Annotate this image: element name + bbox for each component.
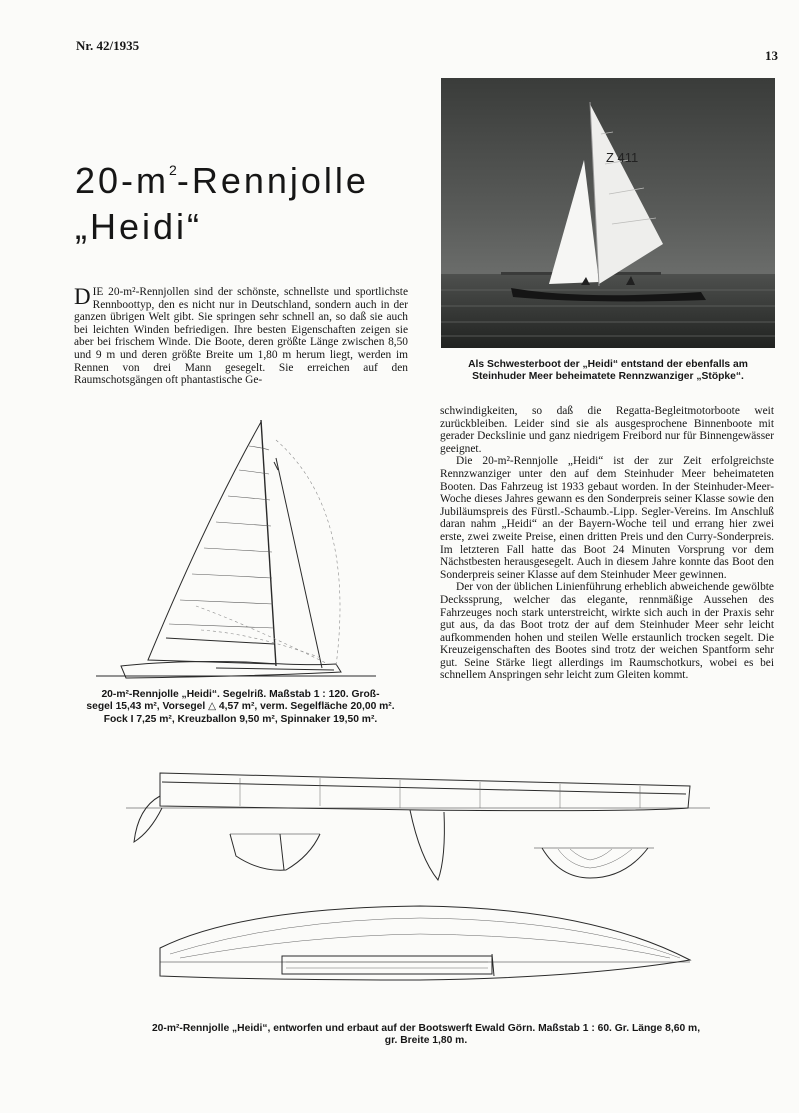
issue-number: Nr. 42/1935 — [76, 38, 140, 53]
article-paragraph: Der von der üblichen Linienführung erheblich abweichende gewölbte Deckssprung, welcher das elegante, rennmäßige Aussehen des Fahrzeuges noch stark unterstreicht, wirkte sich auch in der Praxis sehr gut aus, da das Boot trotz der auf dem Steinhuder Meer sehr leicht aufkommenden hohen und steilen Welle erstaunlich trocken segelt. Die Kreuzeigenschaften des Bootes sind trotz der weichen Spantform sehr gut. Seine Stärke liegt allerdings im Raumschotkurs, wobei es bei schnellem Anspringen sehr leicht zum Gleiten kommt. — [440, 581, 774, 682]
title-line-2: „Heidi“ — [75, 206, 203, 247]
sail-plan-svg — [86, 410, 386, 686]
lines-plan-drawing — [120, 748, 720, 1020]
article-paragraph: Die 20-m²-Rennjolle „Heidi“ ist der zur Zeit erfolgreichste Rennzwanziger unter den auf dem Steinhuder Meer beheimateten Booten. Das Fahrzeug ist 1933 gebaut worden. In der Steinhuder-Meer-Woche dieses Jahres gewann es den Sonderpreis seiner Klasse sowie den Jubiläumspreis des Fürstl.-Schaumb.-Lipp. Segler-Vereins. Im Anschluß daran nahm „Heidi“ an der Bayern-Woche teil und errang hier zwei erste, zwei zweite Preise, einen dritten Preis und den Curry-Sonderpreis. Im letzteren Fall hatte das Boot 24 Minuten Vorsprung vor dem Nächstbesten herausgesegelt. Auch in diesem Jahre konnte das Boot den Sonderpreis seiner Klasse auf dem Steinhuder Meer gewinnen. — [440, 455, 774, 581]
article-column-1 — [74, 286, 408, 387]
article-paragraph: schwindigkeiten, so daß die Regatta-Begleitmotorboote weit zurückbleiben. Leider sind sie als ausgesprochene Binnenboote mit gerader Deckslinie und ganz niedrigem Freibord nur für Binnengewässer geeignet. — [440, 405, 774, 455]
photo-image — [441, 78, 775, 348]
sail-plan-caption: 20-m²-Rennjolle „Heidi“. Segelriß. Maßstab 1 : 120. Groß- segel 15,43 m², Vorsegel △ 4,57 m², verm. Segelfläche 20,00 m². Fock I 7,25 m², Kreuzballon 9,50 m², Spinnaker 19,50 m². — [86, 689, 395, 725]
page-number: 13 — [765, 48, 778, 63]
photo-caption: Als Schwesterboot der „Heidi“ entstand der ebenfalls am Steinhuder Meer beheimatete Rennzwanziger „Stöpke“. — [468, 359, 748, 383]
sail-plan-drawing — [86, 410, 386, 686]
sailboat-photo — [441, 78, 775, 348]
title-line-1: $20-m^2$-Rennjolle — [75, 160, 369, 201]
drop-cap: D — [74, 284, 91, 309]
lines-plan-svg — [120, 748, 720, 1020]
article-column-2 — [440, 405, 774, 682]
sail-number: Z 411 — [606, 150, 639, 165]
article-title — [75, 147, 425, 250]
article-paragraph: IE 20-m²-Rennjollen sind der schönste, schnellste und sportlichste Rennboottyp, den es nicht nur in Deutschland, sondern auch in der ganzen übrigen Welt gibt. Sie springen sehr schnell an, so daß sie auch bei leichten Winden befriedigen. Ihre besten Eigenschaften zeigen sie aber bei frischem Winde. Die Boote, deren größte Länge zwischen 8,50 und 9 m und deren größte Breite um 1,80 m herum liegt, werden im Rennen von drei Mann gesegelt. Sie erreichen auf den Raumschotsgängen oft phantastische Ge- — [74, 286, 408, 387]
lines-plan-caption: 20-m²-Rennjolle „Heidi“, entworfen und erbaut auf der Bootswerft Ewald Görn. Maßstab 1 : 60. Gr. Länge 8,60 m, gr. Breite 1,80 m. — [151, 1023, 701, 1047]
